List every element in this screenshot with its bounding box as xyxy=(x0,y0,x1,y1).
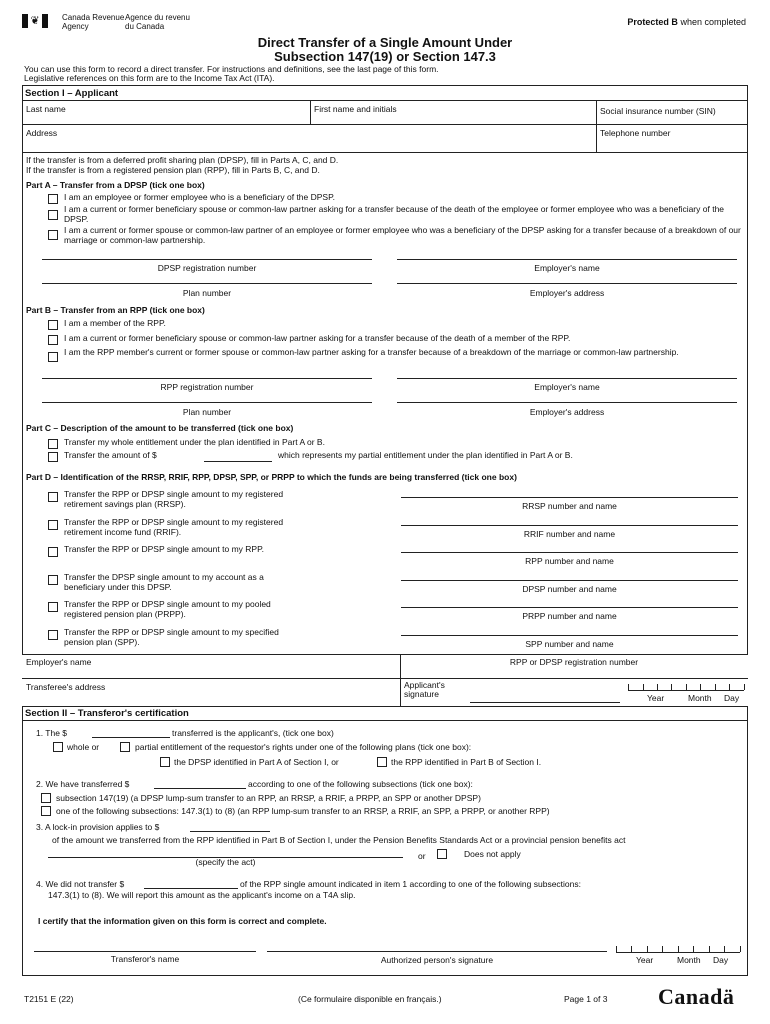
protected-label: Protected B when completed xyxy=(627,17,746,27)
part-c-title: Part C – Description of the amount to be transferred (tick one box) xyxy=(26,423,294,433)
q3-label-a: 3. A lock-in provision applies to $ xyxy=(36,822,160,832)
part-d-field-label-2: RRIF number and name xyxy=(523,528,616,539)
part-d-option-1: Transfer the RPP or DPSP single amount to my registered retirement savings plan (RRSP). xyxy=(64,489,284,510)
canada-flag-icon: ❦ xyxy=(22,14,48,28)
part-d-option-3: Transfer the RPP or DPSP single amount to my RPP. xyxy=(64,544,264,554)
part-a-checkbox-2[interactable] xyxy=(48,210,58,220)
part-d-field-label-6: SPP number and name xyxy=(525,638,614,649)
q3-label-b: of the amount we transferred from the RPP identified in Part B of Section I, under the Pension Benefits Standards Act or a provincial pension benefits act xyxy=(52,835,626,845)
dpsp-employer-address-field[interactable] xyxy=(397,283,737,284)
form-title: Direct Transfer of a Single Amount Under Subsection 147(19) or Section 147.3 xyxy=(257,35,513,64)
dpsp-employer-address-label: Employer's address xyxy=(529,288,605,298)
applicant-day-label: Day xyxy=(724,693,740,703)
part-d-field-2[interactable] xyxy=(401,525,738,526)
part-d-field-5[interactable] xyxy=(401,607,738,608)
dpsp-identified-label: the DPSP identified in Part A of Section I, or xyxy=(174,757,339,767)
part-b-checkbox-2[interactable] xyxy=(48,335,58,345)
part-c-checkbox-2[interactable] xyxy=(48,452,58,462)
employer-name-label: Employer's name xyxy=(26,657,92,667)
authorized-signature-field[interactable] xyxy=(267,951,607,952)
part-c-option-2a: Transfer the amount of $ xyxy=(64,450,157,460)
french-availability: (Ce formulaire disponible en français.) xyxy=(298,994,442,1004)
page-number: Page 1 of 3 xyxy=(564,994,608,1004)
rpp-employer-address-field[interactable] xyxy=(397,402,737,403)
dpsp-reg-field[interactable] xyxy=(42,259,372,260)
dpsp-identified-checkbox[interactable] xyxy=(160,757,170,767)
certification-date-field[interactable] xyxy=(616,952,740,953)
part-d-checkbox-5[interactable] xyxy=(48,602,58,612)
applicant-date-field[interactable] xyxy=(628,690,744,691)
part-d-field-label-1: RRSP number and name xyxy=(522,501,617,511)
part-d-field-4[interactable] xyxy=(401,580,738,581)
rpp-plan-number-label: Plan number xyxy=(182,407,232,417)
rpp-employer-name-field[interactable] xyxy=(397,378,737,379)
form-id: T2151 E (22) xyxy=(24,994,74,1004)
q4-label-b: of the RPP single amount indicated in item 1 according to one of the following subsections: xyxy=(240,879,581,889)
certification-year-label: Year xyxy=(636,955,654,965)
reg-number-label: RPP or DPSP registration number xyxy=(509,657,639,667)
telephone-label: Telephone number xyxy=(600,128,671,138)
specify-act-label: (specify the act) xyxy=(195,857,256,867)
part-d-checkbox-6[interactable] xyxy=(48,630,58,640)
instruction-rpp: If the transfer is from a registered pension plan (RPP), fill in Parts B, C, and D. xyxy=(26,165,320,175)
part-b-option-3: I am the RPP member's current or former spouse or common-law partner asking for a transfer because of a breakdown of the marriage or common-law partnership. xyxy=(64,347,679,357)
part-a-option-1: I am an employee or former employee who is a beneficiary of the DPSP. xyxy=(64,192,336,202)
intro-line-2: Legislative references on this form are to the Income Tax Act (ITA). xyxy=(24,73,275,83)
part-a-title: Part A – Transfer from a DPSP (tick one box) xyxy=(26,180,205,190)
rpp-plan-number-field[interactable] xyxy=(42,402,372,403)
part-c-checkbox-1[interactable] xyxy=(48,439,58,449)
part-c-option-1: Transfer my whole entitlement under the plan identified in Part A or B. xyxy=(64,437,325,447)
intro-line-1: You can use this form to record a direct transfer. For instructions and definitions, see the last page of this form. xyxy=(24,64,439,74)
rpp-identified-checkbox[interactable] xyxy=(377,757,387,767)
part-d-checkbox-4[interactable] xyxy=(48,575,58,585)
part-c-option-2b: which represents my partial entitlement under the plan identified in Part A or B. xyxy=(278,450,573,460)
part-a-option-2: I am a current or former beneficiary spouse or common-law partner asking for a transfer because of the death of the employee or former employee who was a beneficiary of the DPSP. xyxy=(64,204,725,225)
rpp-employer-address-label: Employer's address xyxy=(529,407,605,417)
sin-label: Social insurance number (SIN) xyxy=(600,106,716,116)
instruction-dpsp: If the transfer is from a deferred profit sharing plan (DPSP), fill in Parts A, C, and D. xyxy=(26,155,339,165)
part-d-checkbox-2[interactable] xyxy=(48,520,58,530)
does-not-apply-label: Does not apply xyxy=(464,849,521,859)
part-d-checkbox-1[interactable] xyxy=(48,492,58,502)
part-d-option-6: Transfer the RPP or DPSP single amount to my specified pension plan (SPP). xyxy=(64,626,279,647)
section-2-title: Section II – Transferor's certification xyxy=(25,708,189,719)
applicant-signature-field[interactable] xyxy=(470,702,620,703)
part-d-option-2: Transfer the RPP or DPSP single amount to my registered retirement income fund (RRIF). xyxy=(64,516,284,537)
applicant-year-label: Year xyxy=(647,693,665,703)
part-b-title: Part B – Transfer from an RPP (tick one box) xyxy=(26,305,205,315)
q4-label-a: 4. We did not transfer $ xyxy=(36,879,125,889)
part-b-checkbox-1[interactable] xyxy=(48,320,58,330)
whole-label: whole or xyxy=(67,742,100,752)
dpsp-plan-number-field[interactable] xyxy=(42,283,372,284)
partial-checkbox[interactable] xyxy=(120,742,130,752)
q4-amount-field[interactable] xyxy=(144,888,238,889)
q1-label-b: transferred is the applicant's, (tick one box) xyxy=(172,728,334,738)
part-d-field-6[interactable] xyxy=(401,635,738,636)
dpsp-employer-name-field[interactable] xyxy=(397,259,737,260)
part-d-option-5: Transfer the RPP or DPSP single amount to my pooled registered pension plan (PRPP). xyxy=(64,599,271,620)
does-not-apply-checkbox[interactable] xyxy=(437,849,447,859)
part-a-checkbox-3[interactable] xyxy=(48,230,58,240)
authorized-signature-label: Authorized person's signature xyxy=(380,955,494,965)
rpp-reg-field[interactable] xyxy=(42,378,372,379)
rpp-employer-name-label: Employer's name xyxy=(534,382,600,392)
certification-day-label: Day xyxy=(713,955,729,965)
rpp-reg-label: RPP registration number xyxy=(160,382,254,392)
dpsp-employer-name-label: Employer's name xyxy=(534,263,600,273)
applicant-signature-label: Applicant's signature xyxy=(404,680,445,699)
last-name-label: Last name xyxy=(26,104,66,114)
q2-amount-field[interactable] xyxy=(154,788,246,789)
part-d-checkbox-3[interactable] xyxy=(48,547,58,557)
q2-label-b: according to one of the following subsections (tick one box): xyxy=(248,779,473,789)
applicant-month-label: Month xyxy=(688,693,712,703)
subsection-147-3-checkbox[interactable] xyxy=(41,806,51,816)
part-d-field-label-4: DPSP number and name xyxy=(522,583,617,594)
part-d-option-4: Transfer the DPSP single amount to my account as a beneficiary under this DPSP. xyxy=(64,571,264,592)
section-1-title: Section I – Applicant xyxy=(25,88,119,99)
part-d-field-1[interactable] xyxy=(401,497,738,498)
part-d-field-label-5: PRPP number and name xyxy=(522,611,617,621)
first-name-label: First name and initials xyxy=(314,104,397,114)
dpsp-reg-label: DPSP registration number xyxy=(157,263,257,273)
address-label: Address xyxy=(26,128,58,138)
q1-amount-field[interactable] xyxy=(92,737,170,738)
q1-label-a: 1. The $ xyxy=(36,728,68,738)
q4-label-c: 147.3(1) to (8). We will report this amount as the applicant's income on a T4A slip. xyxy=(48,890,356,900)
part-b-option-1: I am a member of the RPP. xyxy=(64,318,166,328)
dpsp-plan-number-label: Plan number xyxy=(182,288,232,298)
subsection-147-3-label: one of the following subsections: 147.3(1) to (8) (an RPP lump-sum transfer to an RRSP, a RRIF, an SPP, a PRPP, or another RPP) xyxy=(56,806,550,816)
or-label: or xyxy=(418,851,426,861)
agency-name-fr: Agence du revenu du Canada xyxy=(125,13,190,31)
part-d-title: Part D – Identification of the RRSP, RRIF, RPP, DPSP, SPP, or PRPP to which the funds are being transferred (tick one box) xyxy=(26,472,517,482)
partial-label: partial entitlement of the requestor's rights under one of the following plans (tick one box): xyxy=(135,742,472,752)
transferor-name-field[interactable] xyxy=(34,951,256,952)
part-d-field-3[interactable] xyxy=(401,552,738,553)
q2-label-a: 2. We have transferred $ xyxy=(36,779,130,789)
agency-name-en: Canada Revenue Agency xyxy=(62,13,125,31)
part-b-checkbox-3[interactable] xyxy=(48,352,58,362)
whole-checkbox[interactable] xyxy=(53,742,63,752)
part-d-field-label-3: RPP number and name xyxy=(525,556,614,566)
certification-month-label: Month xyxy=(677,955,701,965)
transferee-address-label: Transferee's address xyxy=(26,682,106,692)
q3-amount-field[interactable] xyxy=(190,831,270,832)
subsection-147-19-checkbox[interactable] xyxy=(41,793,51,803)
rpp-identified-label: the RPP identified in Part B of Section I. xyxy=(391,757,542,767)
part-b-option-2: I am a current or former beneficiary spouse or common-law partner asking for a transfer because of the death of a member of the RPP. xyxy=(64,333,571,343)
part-a-checkbox-1[interactable] xyxy=(48,194,58,204)
subsection-147-19-label: subsection 147(19) (a DPSP lump-sum transfer to an RPP, an RRSP, a RRIF, a PRPP, an SPP or another DPSP) xyxy=(56,793,481,803)
canada-wordmark-logo: Canadä xyxy=(658,984,735,1009)
transferor-name-label: Transferor's name xyxy=(110,954,180,964)
certification-statement: I certify that the information given on this form is correct and complete. xyxy=(38,916,327,926)
part-a-option-3: I am a current or former spouse or common-law partner of an employee or former employee who was a beneficiary of the DPSP asking for a transfer because of a breakdown of our marriage or common-law partnership. xyxy=(64,225,741,246)
part-c-amount-field[interactable] xyxy=(204,461,272,462)
